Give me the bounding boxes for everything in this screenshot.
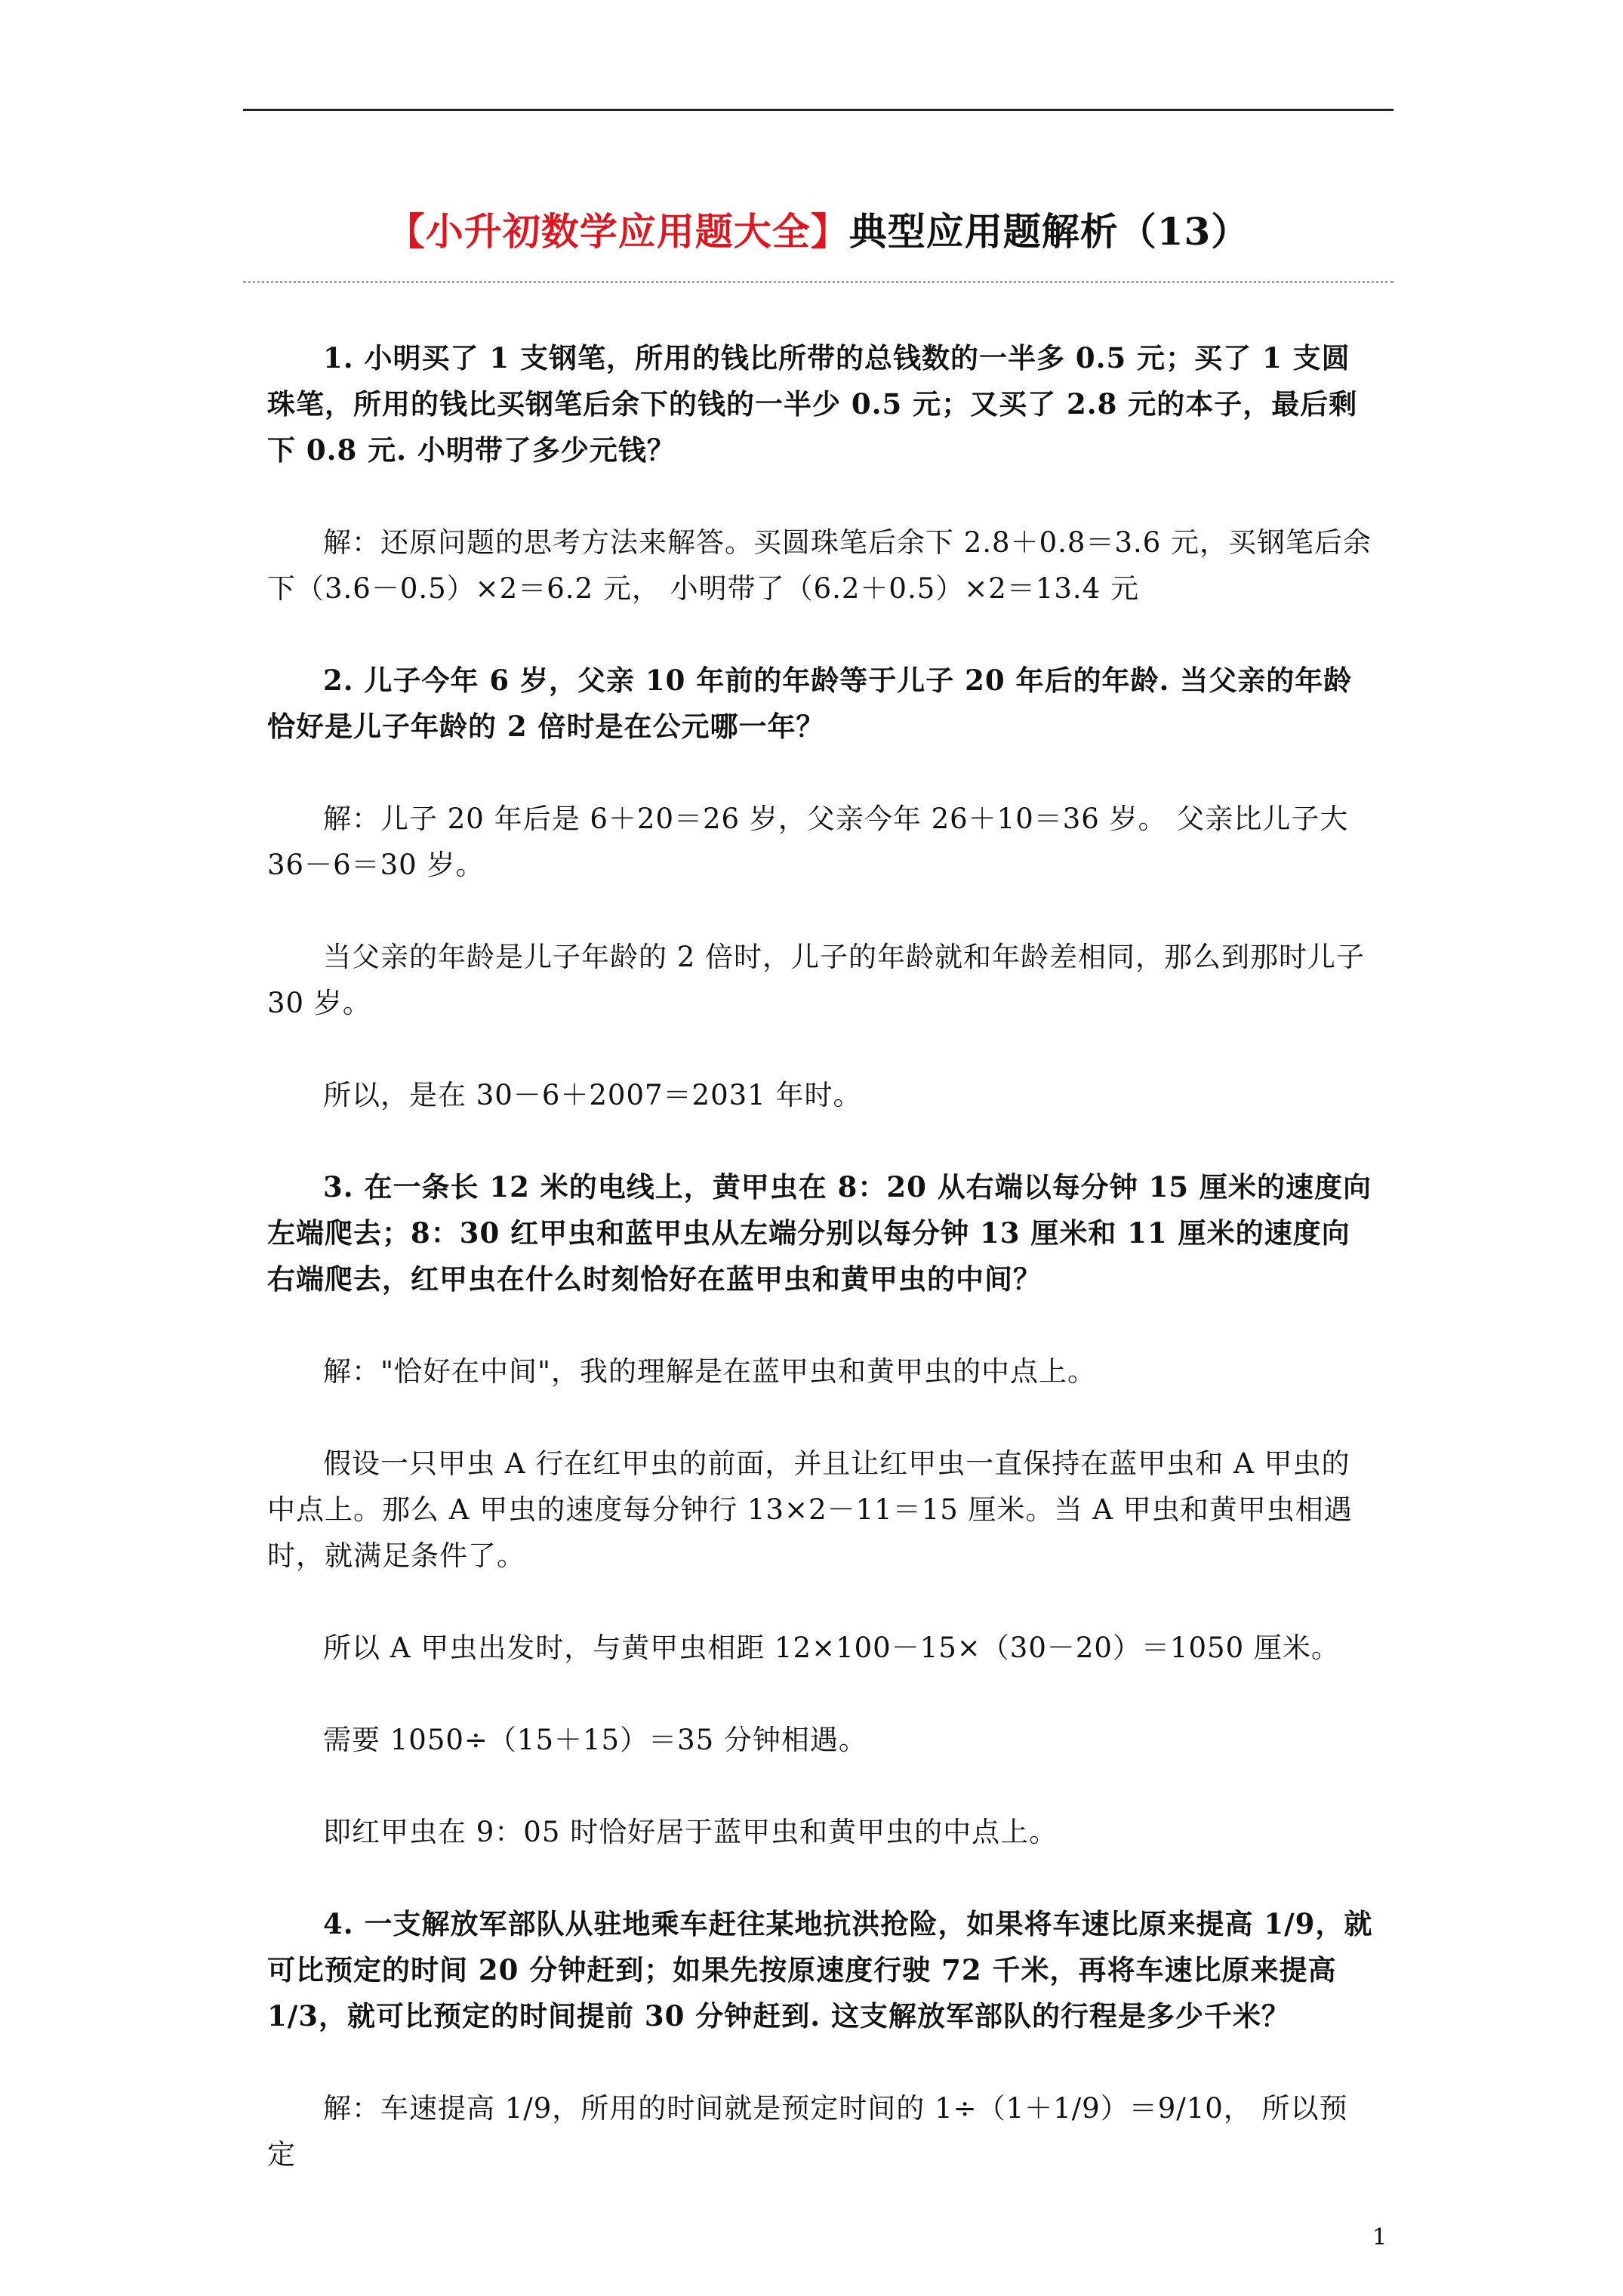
solution-2-step-1: 解：儿子 20 年后是 6＋20＝26 岁，父亲今年 26＋10＝36 岁。 父亲比儿子大 36－6＝30 岁。 [267,803,1349,881]
solution-3-step-4: 需要 1050÷（15＋15）＝35 分钟相遇。 [323,1724,867,1756]
title-main: 典型应用题解析（13） [848,209,1250,254]
question-4: 4. 一支解放军部队从驻地乘车赶往某地抗洪抢险，如果将车速比原来提高 1/9，就可比预定的时间 20 分钟赶到；如果先按原速度行驶 72 千米，再将车速比原来提高 1/3，就可比预定的时间提前 30 分钟赶到. 这支解放军部队的行程是多少千米？ [267,1907,1373,2032]
question-3: 3. 在一条长 12 米的电线上，黄甲虫在 8：20 从右端以每分钟 15 厘米的速度向左端爬去；8：30 红甲虫和蓝甲虫从左端分别以每分钟 13 厘米和 11 厘米的速度向右端爬去，红甲虫在什么时刻恰好在蓝甲虫和黄甲虫的中间？ [267,1170,1372,1296]
header-rule [243,109,1394,111]
question-1: 1. 小明买了 1 支钢笔，所用的钱比所带的总钱数的一半多 0.5 元；买了 1 支圆珠笔，所用的钱比买钢笔后余下的钱的一半少 0.5 元；又买了 2.8 元的本子，最后剩下 0.8 元. 小明带了多少元钱？ [267,341,1358,467]
solution-2-step-2: 当父亲的年龄是儿子年龄的 2 倍时，儿子的年龄就和年龄差相同，那么到那时儿子 30 岁。 [267,941,1366,1019]
solution-1: 解：还原问题的思考方法来解答。买圆珠笔后余下 2.8＋0.8＝3.6 元，买钢笔后余下（3.6－0.5）×2＝6.2 元， 小明带了（6.2＋0.5）×2＝13.4 元 [267,526,1372,605]
page-title [243,205,1394,258]
solution-3-step-3: 所以 A 甲虫出发时，与黄甲虫相距 12×100－15×（30－20）＝1050 厘米。 [323,1632,1340,1664]
solution-2-step-3: 所以，是在 30－6＋2007＝2031 年时。 [323,1079,862,1111]
solution-3-step-5: 即红甲虫在 9：05 时恰好居于蓝甲虫和黄甲虫的中点上。 [323,1816,1058,1848]
question-2: 2. 儿子今年 6 岁，父亲 10 年前的年龄等于儿子 20 年后的年龄. 当父亲的年龄恰好是儿子年龄的 2 倍时是在公元哪一年？ [267,664,1353,743]
page-number: 1 [1372,2224,1387,2251]
solution-4-step-1: 解：车速提高 1/9，所用的时间就是预定时间的 1÷（1＋1/9）＝9/10， 所以预定 [267,2092,1348,2171]
document-body [267,289,1375,2177]
solution-3-step-1: 解："恰好在中间"，我的理解是在蓝甲虫和黄甲虫的中点上。 [323,1355,1097,1388]
title-series-label: 【小升初数学应用题大全】 [387,209,849,254]
title-dotted-rule [243,281,1394,283]
solution-3-step-2: 假设一只甲虫 A 行在红甲虫的前面，并且让红甲虫一直保持在蓝甲虫和 A 甲虫的中点上。那么 A 甲虫的速度每分钟行 13×2－11＝15 厘米。当 A 甲虫和黄甲虫相遇时，就满足条件了。 [267,1447,1353,1572]
